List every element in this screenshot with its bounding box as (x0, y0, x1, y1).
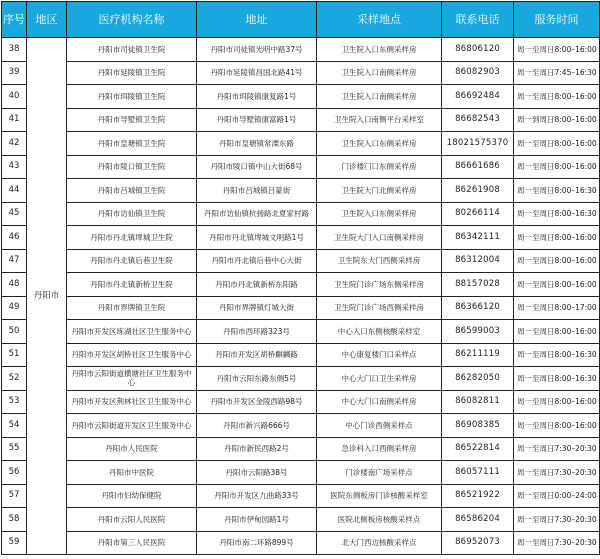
cell-seq: 52 (2, 367, 27, 391)
cell-service-hours: 周一至周日8:00–16:00 (514, 132, 600, 156)
cell-address: 丹阳市访仙镇杭扬路北夏家村路 (197, 202, 317, 226)
cell-service-hours: 周一至周日8:00–16:00 (514, 414, 600, 438)
cell-address: 丹阳市珥陵镇康复路1号 (197, 85, 317, 109)
header-address: 地址 (197, 2, 317, 38)
cell-institution-name: 丹阳市云阳人民医院 (67, 508, 197, 532)
cell-sampling-site: 卫生院入口南侧采样房 (317, 85, 442, 109)
header-seq: 序号 (2, 2, 27, 38)
cell-seq: 57 (2, 484, 27, 508)
header-district: 地区 (27, 2, 67, 38)
cell-service-hours: 周一至周日8:00–16:00 (514, 320, 600, 344)
cell-sampling-site: 急诊科入口西侧采样房 (317, 437, 442, 461)
cell-seq: 39 (2, 61, 27, 85)
cell-sampling-site: 医院东侧板房门诊核酸采样室 (317, 484, 442, 508)
cell-sampling-site: 卫生院门诊广场东侧采样房 (317, 273, 442, 297)
cell-seq: 46 (2, 226, 27, 250)
table-row (2, 508, 600, 532)
cell-address: 丹阳市南二环路899号 (197, 531, 317, 555)
table-row (2, 108, 600, 132)
table-row (2, 367, 600, 391)
cell-address: 丹阳市吕城镇吕蒙街 (197, 179, 317, 203)
cell-address: 丹阳市西环路323号 (197, 320, 317, 344)
cell-institution-name: 丹阳市珥陵镇卫生院 (67, 85, 197, 109)
cell-service-hours: 周一至周日8:00–16:00 (514, 155, 600, 179)
cell-service-hours: 周一至周日8:00–16:30 (514, 179, 600, 203)
cell-address: 丹阳市陵口镇中山大街68号 (197, 155, 317, 179)
cell-seq: 40 (2, 85, 27, 109)
cell-phone: 86806120 (442, 38, 514, 62)
cell-seq: 47 (2, 249, 27, 273)
cell-phone: 86522814 (442, 437, 514, 461)
cell-address: 丹阳市导墅镇康富路1号 (197, 108, 317, 132)
cell-institution-name: 丹阳市第三人民医院 (67, 531, 197, 555)
cell-phone: 86908385 (442, 414, 514, 438)
cell-phone: 86211119 (442, 343, 514, 367)
cell-service-hours: 周一至周日8:00–16:00 (514, 85, 600, 109)
cell-sampling-site: 门诊楼南广场采样点 (317, 461, 442, 485)
cell-address: 丹阳市开发区金陵西路98号 (197, 390, 317, 414)
table-row (2, 531, 600, 555)
table-row (2, 85, 600, 109)
cell-seq: 50 (2, 320, 27, 344)
cell-sampling-site: 医院北侧板房核酸采样点 (317, 508, 442, 532)
cell-phone: 86366120 (442, 296, 514, 320)
cell-institution-name: 丹阳市开发区练湖社区卫生服务中心 (67, 320, 197, 344)
cell-sampling-site: 中心大门口南侧采样房 (317, 390, 442, 414)
cell-sampling-site: 卫生院入口东侧采样房 (317, 132, 442, 156)
cell-service-hours: 周一至周日7:30–20:30 (514, 437, 600, 461)
cell-institution-name: 丹阳市延陵镇卫生院 (67, 61, 197, 85)
cell-phone: 86682543 (442, 108, 514, 132)
cell-phone: 86586204 (442, 508, 514, 532)
cell-address: 丹阳市新民西路2号 (197, 437, 317, 461)
cell-address: 丹阳市丹北镇后巷中心大街 (197, 249, 317, 273)
cell-phone: 88157028 (442, 273, 514, 297)
cell-service-hours: 周一至周日8:00–16:00 (514, 249, 600, 273)
table-row (2, 61, 600, 85)
cell-phone: 86521922 (442, 484, 514, 508)
table-row (2, 414, 600, 438)
cell-phone: 86952073 (442, 531, 514, 555)
table-row (2, 437, 600, 461)
table-row (2, 320, 600, 344)
cell-sampling-site: 卫生院入口东侧采样房 (317, 38, 442, 62)
table-row (2, 343, 600, 367)
cell-address: 丹阳市开发区九曲路33号 (197, 484, 317, 508)
testing-sites-table (1, 1, 600, 555)
cell-sampling-site: 卫生院入口南侧平台采样室 (317, 108, 442, 132)
cell-sampling-site: 门诊楼门口东侧采样房 (317, 155, 442, 179)
cell-address: 丹阳市开发区胡桥麒麟路 (197, 343, 317, 367)
table-row (2, 249, 600, 273)
cell-address: 丹阳市皇塘镇常溧东路 (197, 132, 317, 156)
table-row (2, 132, 600, 156)
cell-seq: 59 (2, 531, 27, 555)
cell-sampling-site: 卫生院大门北侧采样房 (317, 179, 442, 203)
cell-sampling-site: 卫生院东大门西侧采样房 (317, 249, 442, 273)
cell-service-hours: 周一至周日8:00–16:00 (514, 226, 600, 250)
cell-service-hours: 周一至周日7:45–16:30 (514, 61, 600, 85)
table-row (2, 179, 600, 203)
cell-sampling-site: 中心门诊西侧采样点 (317, 414, 442, 438)
cell-phone: 86599003 (442, 320, 514, 344)
cell-service-hours: 周一至周日7:30–20:30 (514, 461, 600, 485)
cell-sampling-site: 中心大门口卫生采样房 (317, 367, 442, 391)
cell-institution-name: 丹阳市云阳街道横塘社区卫生服务中心 (67, 367, 197, 391)
cell-service-hours: 周一至周日8:00–16:30 (514, 367, 600, 391)
table-row (2, 484, 600, 508)
cell-phone: 86312004 (442, 249, 514, 273)
cell-sampling-site: 卫生院门诊广场西侧采样房 (317, 296, 442, 320)
header-row (2, 2, 600, 38)
cell-institution-name: 丹阳市开发区胡桥社区卫生服务中心 (67, 343, 197, 367)
cell-sampling-site: 卫生院入口东侧采样房 (317, 202, 442, 226)
cell-sampling-site: 中心入口东侧核酸采样室 (317, 320, 442, 344)
cell-seq: 38 (2, 38, 27, 62)
cell-address: 丹阳市丹北镇新桥东阳路 (197, 273, 317, 297)
cell-service-hours: 周一至周日0:00–24:00 (514, 484, 600, 508)
cell-phone: 86342111 (442, 226, 514, 250)
cell-institution-name: 丹阳市皇塘镇卫生院 (67, 132, 197, 156)
cell-seq: 55 (2, 437, 27, 461)
cell-phone: 86282050 (442, 367, 514, 391)
cell-institution-name: 丹阳市中医院 (67, 461, 197, 485)
cell-service-hours: 周一至周日8:00–16:30 (514, 343, 600, 367)
cell-address: 丹阳市云阳路38号 (197, 461, 317, 485)
cell-service-hours: 周一至周日8:00–16:00 (514, 390, 600, 414)
cell-institution-name: 丹阳市司徒镇卫生院 (67, 38, 197, 62)
cell-district: 丹阳市 (27, 38, 67, 555)
table-row (2, 296, 600, 320)
cell-institution-name: 丹阳市访仙镇卫生院 (67, 202, 197, 226)
cell-address: 丹阳市司徒镇光明中路37号 (197, 38, 317, 62)
cell-seq: 49 (2, 296, 27, 320)
table-row (2, 38, 600, 62)
cell-seq: 42 (2, 132, 27, 156)
cell-seq: 56 (2, 461, 27, 485)
table-row (2, 202, 600, 226)
cell-seq: 51 (2, 343, 27, 367)
cell-sampling-site: 北大门西边核酸采样点 (317, 531, 442, 555)
cell-institution-name: 丹阳市丹北镇新桥卫生院 (67, 273, 197, 297)
cell-institution-name: 丹阳市人民医院 (67, 437, 197, 461)
cell-phone: 86661686 (442, 155, 514, 179)
table-row (2, 461, 600, 485)
table-row (2, 273, 600, 297)
table-row (2, 155, 600, 179)
cell-service-hours: 周一至周日7:30–20:30 (514, 508, 600, 532)
cell-service-hours: 周一至周日8:00–16:00 (514, 38, 600, 62)
cell-phone: 86057111 (442, 461, 514, 485)
cell-service-hours: 周一至周日8:00–17:00 (514, 296, 600, 320)
cell-seq: 45 (2, 202, 27, 226)
cell-seq: 53 (2, 390, 27, 414)
cell-institution-name: 丹阳市丹北镇埤城卫生院 (67, 226, 197, 250)
cell-sampling-site: 卫生院入口南侧采样房 (317, 61, 442, 85)
cell-institution-name: 丹阳市界牌镇卫生院 (67, 296, 197, 320)
cell-phone: 86082811 (442, 390, 514, 414)
cell-seq: 54 (2, 414, 27, 438)
cell-seq: 44 (2, 179, 27, 203)
cell-service-hours: 周一至周日7:30–20:30 (514, 531, 600, 555)
cell-institution-name: 丹阳市丹北镇后巷卫生院 (67, 249, 197, 273)
cell-institution-name: 丹阳市吕城镇卫生院 (67, 179, 197, 203)
cell-institution-name: 丹阳市云阳街道开发区卫生服务中心 (67, 414, 197, 438)
cell-service-hours: 周一到周日8:00–16:00 (514, 108, 600, 132)
header-site: 采样地点 (317, 2, 442, 38)
header-hours: 服务时间 (514, 2, 600, 38)
cell-address: 丹阳市丹北镇埤城文明路1号 (197, 226, 317, 250)
table-row (2, 226, 600, 250)
cell-service-hours: 周一至周日8:00–16:00 (514, 273, 600, 297)
table-row (2, 390, 600, 414)
header-name: 医疗机构名称 (67, 2, 197, 38)
cell-address: 丹阳市伊甸园路1号 (197, 508, 317, 532)
cell-seq: 41 (2, 108, 27, 132)
cell-sampling-site: 卫生院大门入口南侧采样房 (317, 226, 442, 250)
cell-service-hours: 周一至周日8:00–16:30 (514, 202, 600, 226)
cell-phone: 18021575370 (442, 132, 514, 156)
header-phone: 联系电话 (442, 2, 514, 38)
cell-institution-name: 丹阳市导墅镇卫生院 (67, 108, 197, 132)
cell-phone: 80266114 (442, 202, 514, 226)
cell-address: 丹阳市界牌镇灯城大街 (197, 296, 317, 320)
cell-sampling-site: 中心康复楼门口采样点 (317, 343, 442, 367)
cell-institution-name: 丹阳市妇幼保健院 (67, 484, 197, 508)
cell-seq: 48 (2, 273, 27, 297)
cell-institution-name: 丹阳市陵口镇卫生院 (67, 155, 197, 179)
cell-institution-name: 丹阳市开发区荆林社区卫生服务中心 (67, 390, 197, 414)
cell-seq: 43 (2, 155, 27, 179)
cell-phone: 86082903 (442, 61, 514, 85)
cell-seq: 58 (2, 508, 27, 532)
cell-phone: 86261908 (442, 179, 514, 203)
cell-address: 丹阳市延陵镇昌国北路41号 (197, 61, 317, 85)
cell-phone: 86692484 (442, 85, 514, 109)
cell-address: 丹阳市云阳东路东侧5号 (197, 367, 317, 391)
cell-address: 丹阳市新兴路666号 (197, 414, 317, 438)
